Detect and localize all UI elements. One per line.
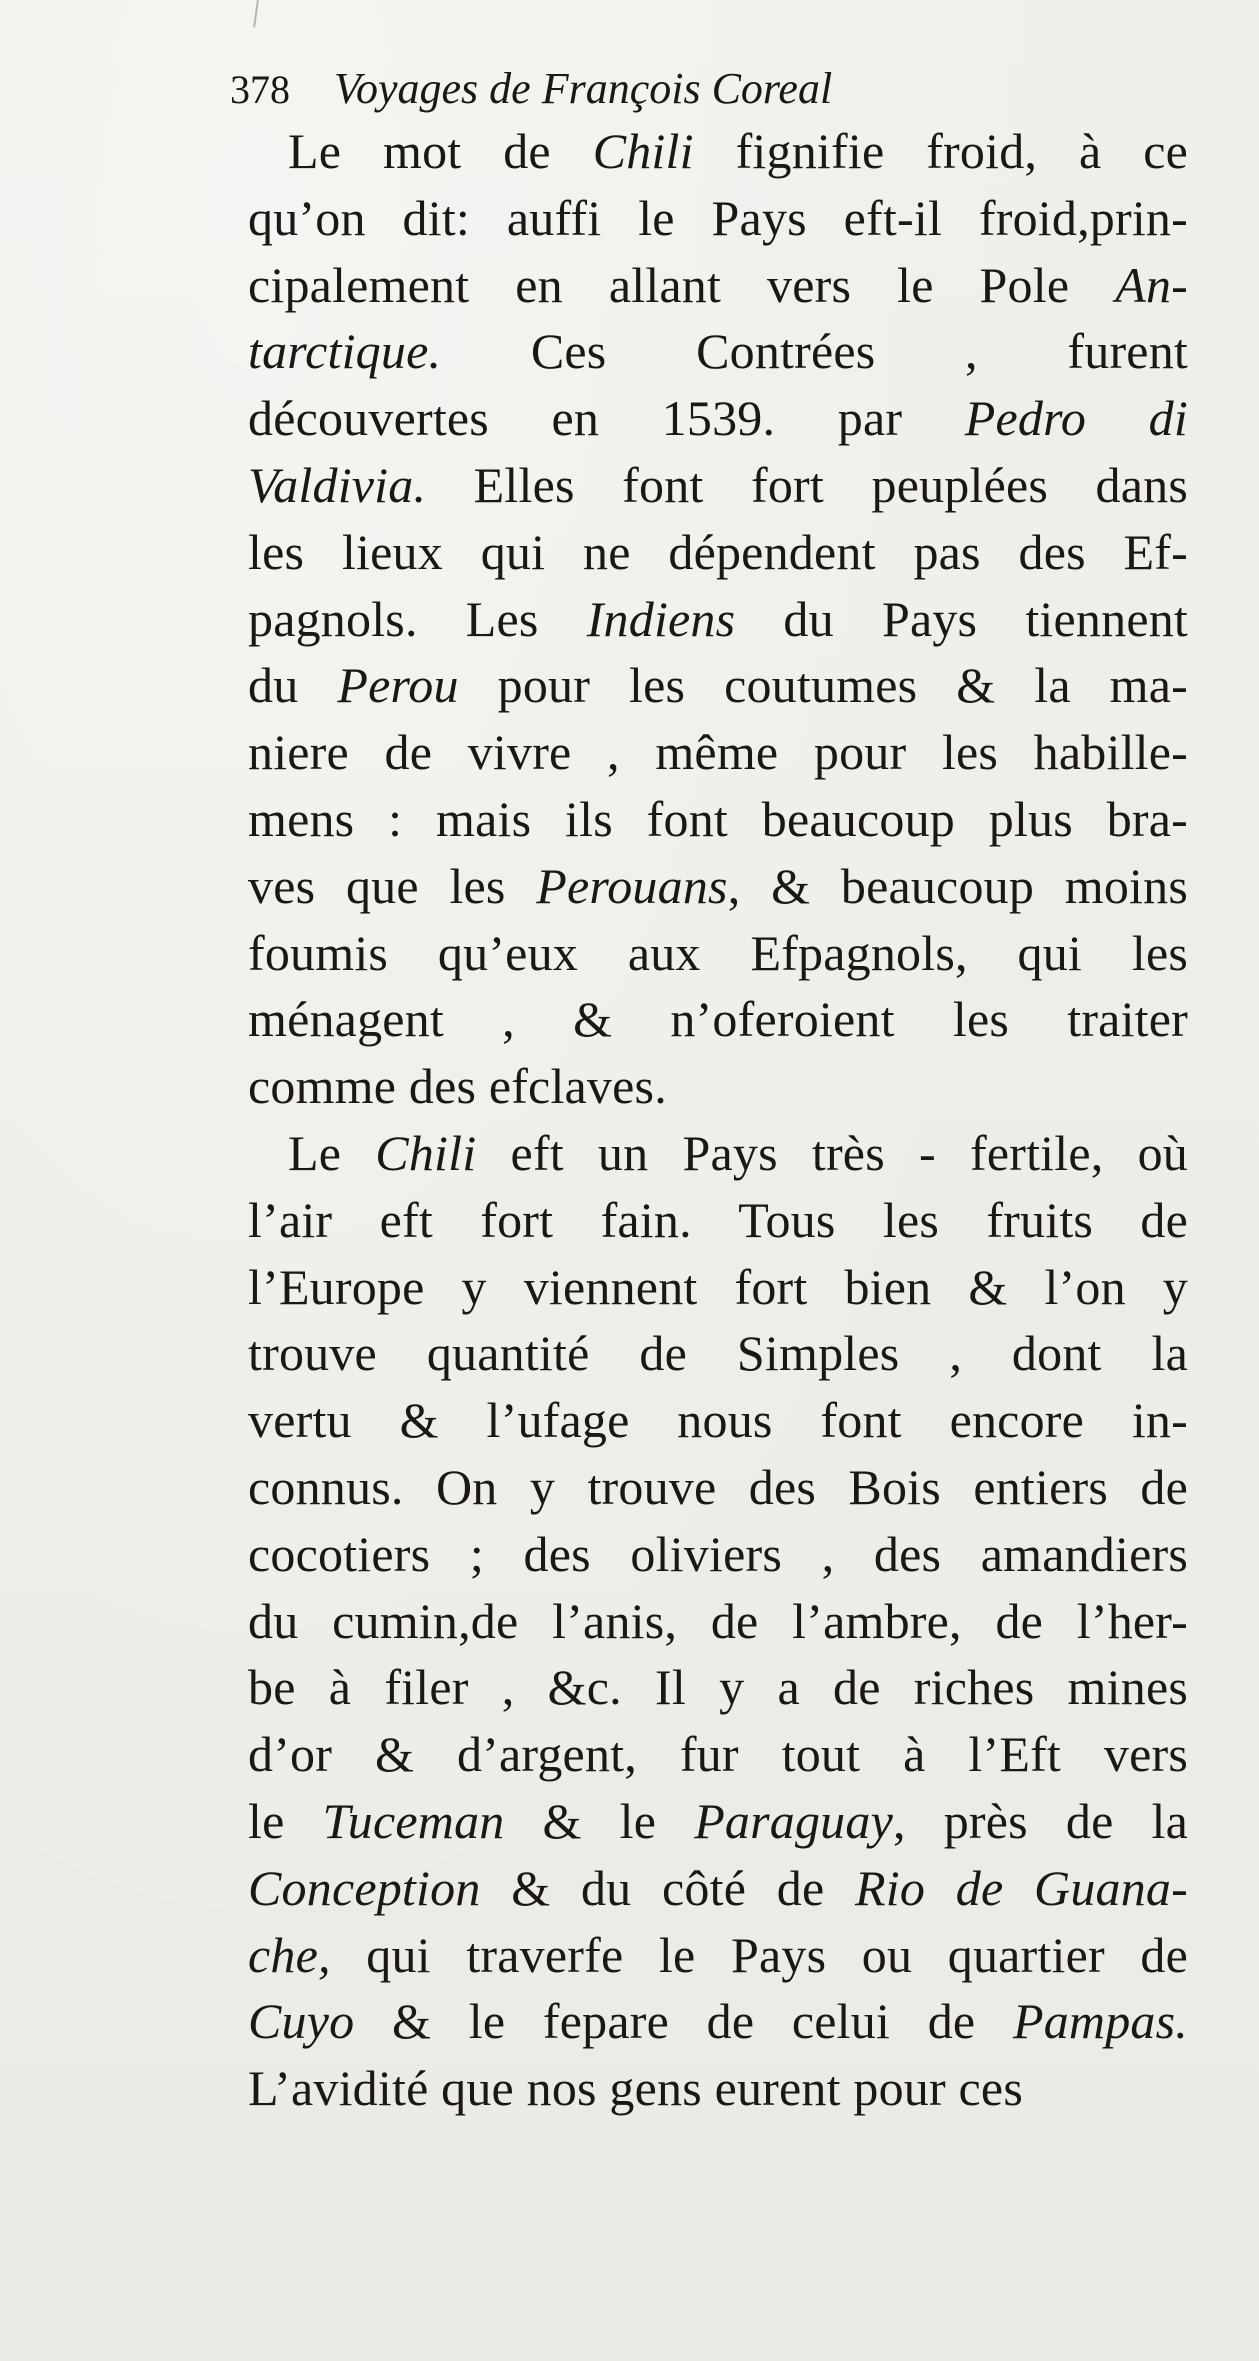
text-segment: & du côté de [480, 1859, 856, 1916]
text-line [248, 2055, 1188, 2122]
text-segment: Ces Contrées , furent [441, 323, 1188, 380]
text-segment: vertu & l’ufage nous font encore in- [248, 1392, 1188, 1449]
text-segment: ves que les [248, 857, 537, 914]
text-segment: Elles font fort peuplées dans [426, 456, 1188, 513]
text-segment: & le [504, 1792, 695, 1849]
running-title: Voyages de François Coreal [334, 64, 833, 113]
text-segment: qu’on dit: auffi le Pays eft-il froid,prin- [248, 189, 1188, 246]
text-segment: comme des efclaves. [248, 1058, 667, 1115]
italic-text: Pampas. [1012, 1993, 1188, 2050]
text-segment: L’avidité que nos gens eurent pour ces [248, 2060, 1023, 2117]
text-line [248, 1654, 1188, 1721]
text-segment: l’air eft fort fain. Tous les fruits de [248, 1191, 1188, 1248]
text-segment: niere de vivre , même pour les habille- [248, 724, 1188, 781]
text-segment: du cumin,de l’anis, de l’ambre, de l’her- [248, 1592, 1188, 1649]
text-segment: & le fepare de celui de [354, 1993, 1013, 2050]
text-segment: du Pays tiennent [735, 590, 1188, 647]
text-segment: be à filer , &c. Il y a de riches mines [248, 1659, 1188, 1716]
text-segment: foumis qu’eux aux Efpagnols, qui les [248, 924, 1188, 981]
text-segment: d’or & d’argent, fur tout à l’Eft vers [248, 1726, 1188, 1783]
text-line [248, 986, 1188, 1053]
text-segment: , & beaucoup moins [727, 857, 1188, 914]
text-line [248, 920, 1188, 987]
running-head [230, 58, 1130, 120]
text-line [248, 1988, 1188, 2055]
body-text [248, 118, 1188, 2122]
text-line [248, 652, 1188, 719]
italic-text: Paraguay [694, 1792, 893, 1849]
italic-text: An- [1115, 256, 1188, 313]
text-line [248, 1187, 1188, 1254]
italic-text: che, [248, 1926, 331, 1983]
text-line [248, 586, 1188, 653]
text-segment: mens : mais ils font beaucoup plus bra- [248, 790, 1188, 847]
italic-text: Chili [375, 1124, 477, 1181]
text-line [248, 452, 1188, 519]
text-line [248, 118, 1188, 185]
italic-text: Pedro di [964, 390, 1188, 447]
text-segment: qui traverfe le Pays ou quartier de [330, 1926, 1188, 1983]
text-segment: Le mot de [288, 123, 593, 179]
text-line [248, 1922, 1188, 1989]
italic-text: Chili [592, 123, 694, 179]
text-line [248, 185, 1188, 252]
text-line [248, 252, 1188, 319]
text-segment: les lieux qui ne dépendent pas des Ef- [248, 523, 1188, 580]
text-line [248, 786, 1188, 853]
text-line [248, 719, 1188, 786]
text-segment: découvertes en 1539. par [248, 390, 965, 447]
text-segment: Le [288, 1124, 376, 1181]
text-line [248, 1855, 1188, 1922]
text-segment: cocotiers ; des oliviers , des amandiers [248, 1525, 1188, 1582]
italic-text: Perou [337, 657, 459, 714]
italic-text: tarctique. [248, 323, 442, 380]
page-number: 378 [230, 67, 290, 112]
text-segment: pour les coutumes & la ma- [458, 657, 1188, 714]
italic-text: Perouans [536, 857, 728, 914]
text-segment: ménagent , & n’oferoient les traiter [248, 991, 1188, 1048]
text-line [248, 385, 1188, 452]
text-line [248, 1387, 1188, 1454]
paper-mark [253, 0, 267, 29]
text-segment: pagnols. Les [248, 590, 587, 647]
text-line [248, 853, 1188, 920]
text-line [248, 1320, 1188, 1387]
text-segment: fignifie froid, à ce [693, 123, 1188, 179]
text-line [248, 1721, 1188, 1788]
text-segment: cipalement en allant vers le Pole [248, 256, 1116, 313]
text-segment: eft un Pays très - fertile, où [476, 1124, 1188, 1181]
text-segment: l’Europe y viennent fort bien & l’on y [248, 1258, 1188, 1315]
italic-text: Valdivia. [248, 456, 427, 513]
text-segment: le [248, 1792, 323, 1849]
text-segment: du [248, 657, 338, 714]
text-line [248, 1254, 1188, 1321]
italic-text: Cuyo [248, 1993, 355, 2050]
italic-text: Tuceman [322, 1792, 505, 1849]
text-line [248, 519, 1188, 586]
text-segment: , près de la [892, 1792, 1188, 1849]
italic-text: Indiens [586, 590, 736, 647]
italic-text: Conception [248, 1859, 481, 1916]
text-line [248, 1454, 1188, 1521]
text-segment: connus. On y trouve des Bois entiers de [248, 1458, 1188, 1515]
text-line [248, 1788, 1188, 1855]
text-line [248, 1521, 1188, 1588]
italic-text: Rio de Guana- [855, 1859, 1188, 1916]
text-line [248, 1053, 1188, 1120]
text-line [248, 1120, 1188, 1187]
text-segment: trouve quantité de Simples , dont la [248, 1325, 1188, 1382]
text-line [248, 1588, 1188, 1655]
text-line [248, 318, 1188, 385]
